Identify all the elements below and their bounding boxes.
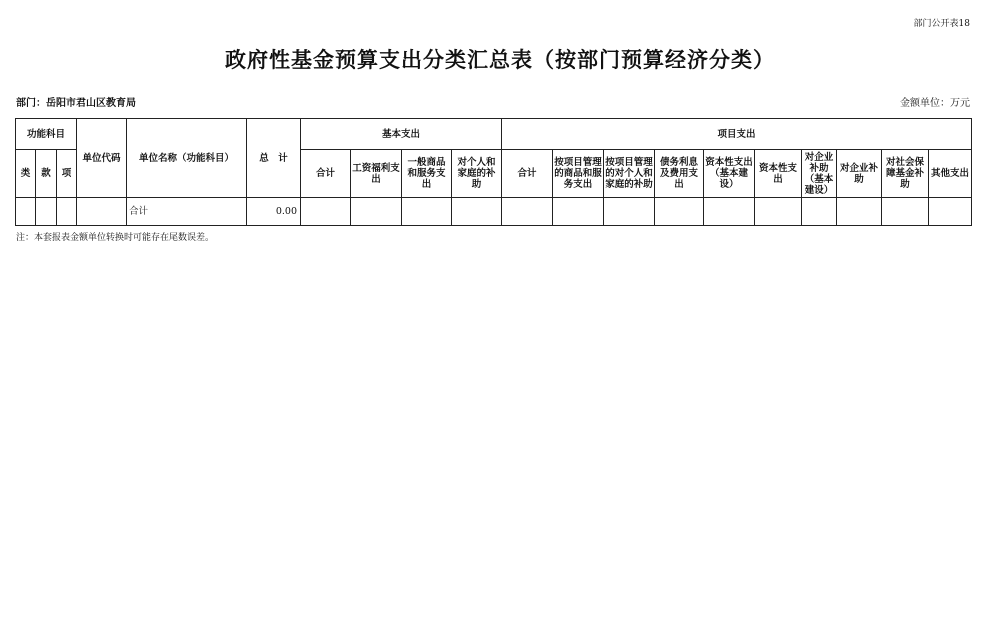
cell-project: [502, 198, 553, 226]
cell-basic: [351, 198, 402, 226]
header-project-col: 对社会保障基金补助: [882, 150, 929, 198]
cell-kuan: [36, 198, 57, 226]
cell-project: [802, 198, 837, 226]
cell-code: [77, 198, 127, 226]
cell-project: [882, 198, 929, 226]
header-lei: 类: [16, 150, 36, 198]
header-xiang: 项: [57, 150, 77, 198]
expenditure-table: [15, 118, 972, 226]
cell-project: [655, 198, 704, 226]
footnote: 注：本套报表金额单位转换时可能存在尾数误差。: [16, 233, 215, 243]
header-project-col: 债务利息及费用支出: [655, 150, 704, 198]
header-kuan: 款: [36, 150, 57, 198]
header-project-col: 其他支出: [929, 150, 972, 198]
cell-project: [704, 198, 755, 226]
header-basic-col: 合计: [301, 150, 351, 198]
cell-lei: [16, 198, 36, 226]
page-number: 部门公开表18: [913, 19, 970, 29]
cell-xiang: [57, 198, 77, 226]
cell-project: [553, 198, 604, 226]
header-project-col: 按项目管理的对个人和家庭的补助: [604, 150, 655, 198]
header-basic-col: 工资福利支出: [351, 150, 402, 198]
cell-total: 0.00: [247, 198, 301, 226]
cell-basic: [402, 198, 452, 226]
page-title: 政府性基金预算支出分类汇总表（按部门预算经济分类）: [225, 47, 775, 72]
header-project-col: 按项目管理的商品和服务支出: [553, 150, 604, 198]
cell-basic: [301, 198, 351, 226]
amount-unit-label: 金额单位：万元: [900, 98, 970, 109]
cell-project: [604, 198, 655, 226]
header-project-col: 合计: [502, 150, 553, 198]
table-row: [16, 198, 972, 226]
header-project-col: 对企业补助（基本建设）: [802, 150, 837, 198]
header-unit-name: 单位名称（功能科目）: [127, 119, 247, 198]
cell-project: [755, 198, 802, 226]
header-project-col: 资本性支出: [755, 150, 802, 198]
cell-project: [929, 198, 972, 226]
header-project: 项目支出: [502, 119, 972, 150]
cell-project: [837, 198, 882, 226]
header-basic: 基本支出: [301, 119, 502, 150]
header-unit-code: 单位代码: [77, 119, 127, 198]
header-total: 总 计: [247, 119, 301, 198]
header-project-col: 资本性支出（基本建设）: [704, 150, 755, 198]
header-func-subject: 功能科目: [16, 119, 77, 150]
department-label: 部门：岳阳市君山区教育局: [16, 98, 136, 109]
cell-name: 合计: [127, 198, 247, 226]
header-project-col: 对企业补助: [837, 150, 882, 198]
header-basic-col: 对个人和家庭的补助: [452, 150, 502, 198]
cell-basic: [452, 198, 502, 226]
header-basic-col: 一般商品和服务支出: [402, 150, 452, 198]
